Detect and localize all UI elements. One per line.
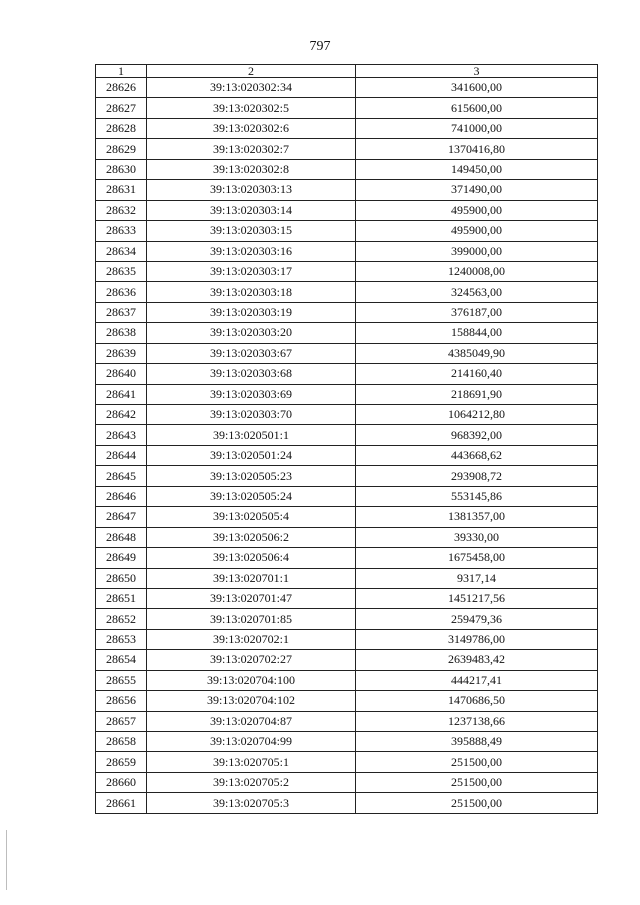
value-cell: 341600,00 [356,78,598,98]
cadastral-number-cell: 39:13:020303:67 [147,343,356,363]
value-cell: 2639483,42 [356,650,598,670]
table-row [96,180,598,200]
row-number-cell: 28636 [96,282,147,302]
cadastral-number-cell: 39:13:020303:69 [147,384,356,404]
table-row [96,323,598,343]
cadastral-number-cell: 39:13:020501:24 [147,445,356,465]
value-cell: 371490,00 [356,180,598,200]
table-row [96,241,598,261]
row-number-cell: 28651 [96,588,147,608]
cadastral-number-cell: 39:13:020506:2 [147,527,356,547]
row-number-cell: 28643 [96,425,147,445]
cadastral-number-cell: 39:13:020506:4 [147,548,356,568]
table-row [96,200,598,220]
cadastral-number-cell: 39:13:020303:17 [147,261,356,281]
row-number-cell: 28627 [96,98,147,118]
cadastral-number-cell: 39:13:020303:14 [147,200,356,220]
value-cell: 741000,00 [356,118,598,138]
cadastral-number-cell: 39:13:020701:85 [147,609,356,629]
row-number-cell: 28629 [96,139,147,159]
column-header-cadastral-number: 2 [147,65,356,78]
cadastral-number-cell: 39:13:020302:5 [147,98,356,118]
row-number-cell: 28635 [96,261,147,281]
value-cell: 444217,41 [356,670,598,690]
value-cell: 1370416,80 [356,139,598,159]
cadastral-number-cell: 39:13:020302:34 [147,78,356,98]
value-cell: 1064212,80 [356,405,598,425]
table-row [96,793,598,813]
cadastral-number-cell: 39:13:020303:15 [147,221,356,241]
cadastral-number-cell: 39:13:020705:1 [147,752,356,772]
value-cell: 1675458,00 [356,548,598,568]
cadastral-number-cell: 39:13:020303:20 [147,323,356,343]
table-row [96,588,598,608]
table-row [96,302,598,322]
row-number-cell: 28652 [96,609,147,629]
value-cell: 399000,00 [356,241,598,261]
table-row [96,711,598,731]
cadastral-value-table [95,64,598,814]
table-row [96,261,598,281]
table-row [96,609,598,629]
cadastral-number-cell: 39:13:020704:87 [147,711,356,731]
cadastral-number-cell: 39:13:020701:1 [147,568,356,588]
table-row [96,364,598,384]
table-row [96,384,598,404]
row-number-cell: 28648 [96,527,147,547]
table-row [96,732,598,752]
table-row [96,139,598,159]
cadastral-number-cell: 39:13:020303:68 [147,364,356,384]
cadastral-number-cell: 39:13:020303:19 [147,302,356,322]
cadastral-number-cell: 39:13:020505:23 [147,466,356,486]
row-number-cell: 28641 [96,384,147,404]
table-row [96,282,598,302]
cadastral-number-cell: 39:13:020303:13 [147,180,356,200]
value-cell: 1470686,50 [356,691,598,711]
row-number-cell: 28657 [96,711,147,731]
value-cell: 1237138,66 [356,711,598,731]
value-cell: 1240008,00 [356,261,598,281]
value-cell: 251500,00 [356,752,598,772]
cadastral-number-cell: 39:13:020704:102 [147,691,356,711]
table-row [96,650,598,670]
row-number-cell: 28630 [96,159,147,179]
table-row [96,343,598,363]
table-row [96,772,598,792]
value-cell: 443668,62 [356,445,598,465]
cadastral-number-cell: 39:13:020701:47 [147,588,356,608]
value-cell: 293908,72 [356,466,598,486]
row-number-cell: 28646 [96,486,147,506]
row-number-cell: 28660 [96,772,147,792]
table-row [96,507,598,527]
row-number-cell: 28658 [96,732,147,752]
value-cell: 495900,00 [356,221,598,241]
cadastral-number-cell: 39:13:020505:4 [147,507,356,527]
cadastral-number-cell: 39:13:020702:1 [147,629,356,649]
row-number-cell: 28647 [96,507,147,527]
cadastral-number-cell: 39:13:020302:7 [147,139,356,159]
column-header-number: 1 [96,65,147,78]
value-cell: 395888,49 [356,732,598,752]
page-number: 797 [309,39,331,54]
cadastral-number-cell: 39:13:020705:2 [147,772,356,792]
table-row [96,445,598,465]
value-cell: 324563,00 [356,282,598,302]
table-row [96,752,598,772]
left-margin-mark [6,830,7,890]
row-number-cell: 28633 [96,221,147,241]
column-header-value: 3 [356,65,598,78]
table-row [96,670,598,690]
table-row [96,486,598,506]
cadastral-number-cell: 39:13:020303:70 [147,405,356,425]
table-row [96,221,598,241]
row-number-cell: 28626 [96,78,147,98]
value-cell: 4385049,90 [356,343,598,363]
value-cell: 1451217,56 [356,588,598,608]
row-number-cell: 28640 [96,364,147,384]
cadastral-number-cell: 39:13:020302:6 [147,118,356,138]
row-number-cell: 28637 [96,302,147,322]
table-row [96,527,598,547]
row-number-cell: 28638 [96,323,147,343]
table-row [96,78,598,98]
row-number-cell: 28653 [96,629,147,649]
table-row [96,405,598,425]
header-row [96,65,598,78]
value-cell: 259479,36 [356,609,598,629]
value-cell: 9317,14 [356,568,598,588]
table-body [96,78,598,814]
cadastral-number-cell: 39:13:020705:3 [147,793,356,813]
value-cell: 1381357,00 [356,507,598,527]
table-row [96,691,598,711]
table-row [96,629,598,649]
value-cell: 39330,00 [356,527,598,547]
table-row [96,98,598,118]
row-number-cell: 28650 [96,568,147,588]
table-row [96,548,598,568]
value-cell: 149450,00 [356,159,598,179]
table-row [96,425,598,445]
row-number-cell: 28656 [96,691,147,711]
cadastral-number-cell: 39:13:020501:1 [147,425,356,445]
row-number-cell: 28631 [96,180,147,200]
row-number-cell: 28645 [96,466,147,486]
cadastral-number-cell: 39:13:020702:27 [147,650,356,670]
table-header [96,65,598,78]
cadastral-number-cell: 39:13:020704:99 [147,732,356,752]
value-cell: 251500,00 [356,772,598,792]
row-number-cell: 28628 [96,118,147,138]
value-cell: 376187,00 [356,302,598,322]
table-row [96,466,598,486]
row-number-cell: 28661 [96,793,147,813]
row-number-cell: 28654 [96,650,147,670]
value-cell: 218691,90 [356,384,598,404]
cadastral-number-cell: 39:13:020704:100 [147,670,356,690]
table-row [96,159,598,179]
row-number-cell: 28655 [96,670,147,690]
row-number-cell: 28639 [96,343,147,363]
cadastral-number-cell: 39:13:020505:24 [147,486,356,506]
table-row [96,568,598,588]
row-number-cell: 28634 [96,241,147,261]
value-cell: 553145,86 [356,486,598,506]
value-cell: 3149786,00 [356,629,598,649]
row-number-cell: 28644 [96,445,147,465]
value-cell: 968392,00 [356,425,598,445]
cadastral-number-cell: 39:13:020302:8 [147,159,356,179]
value-cell: 158844,00 [356,323,598,343]
table-row [96,118,598,138]
value-cell: 615600,00 [356,98,598,118]
cadastral-number-cell: 39:13:020303:16 [147,241,356,261]
value-cell: 214160,40 [356,364,598,384]
value-cell: 251500,00 [356,793,598,813]
value-cell: 495900,00 [356,200,598,220]
row-number-cell: 28659 [96,752,147,772]
cadastral-number-cell: 39:13:020303:18 [147,282,356,302]
row-number-cell: 28649 [96,548,147,568]
row-number-cell: 28642 [96,405,147,425]
row-number-cell: 28632 [96,200,147,220]
